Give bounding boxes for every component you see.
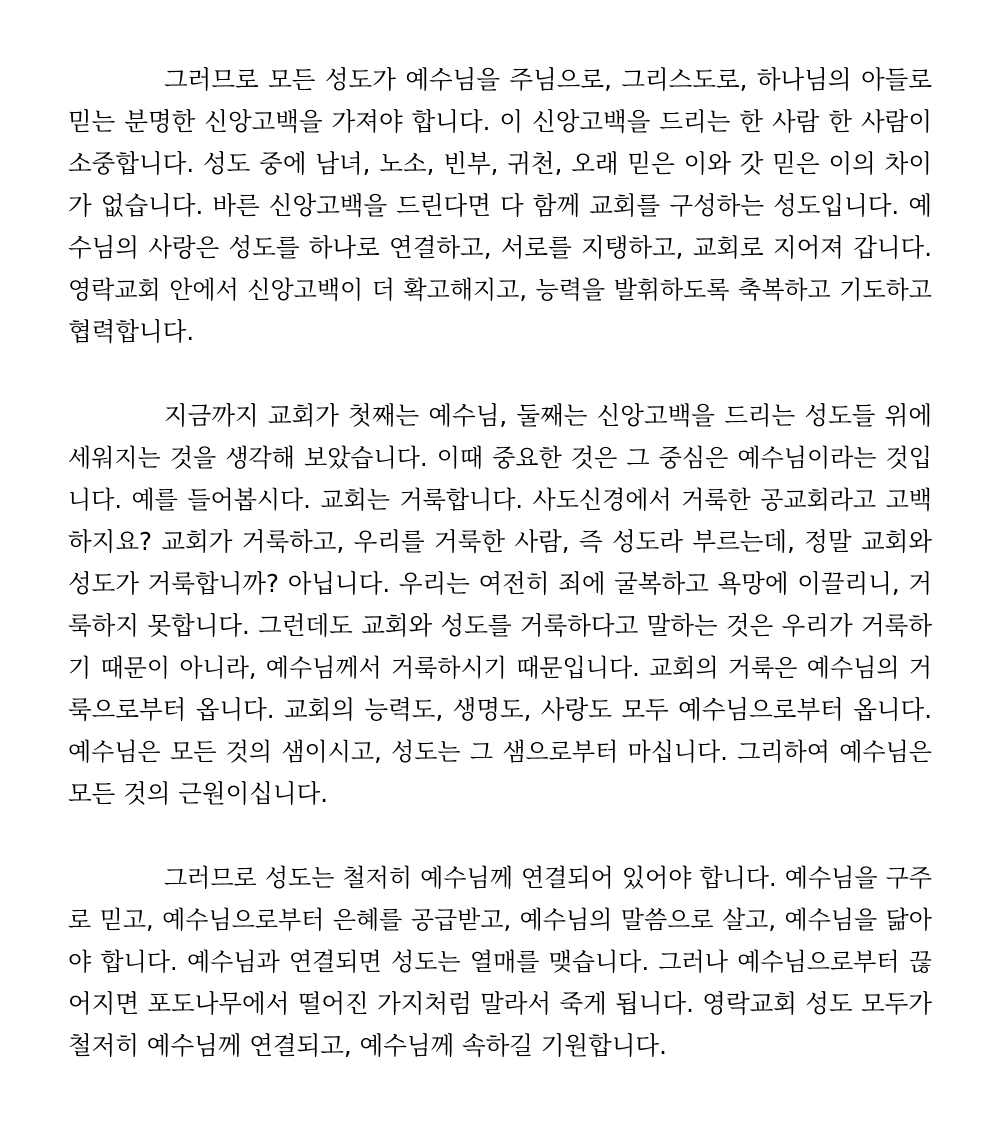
text-line: 로 믿고, 예수님으로부터 은혜를 공급받고, 예수님의 말씀으로 살고, 예수님을 닮아	[68, 906, 932, 934]
text-line: 룩으로부터 옵니다. 교회의 능력도, 생명도, 사랑도 모두 예수님으로부터 옵니다.	[68, 695, 932, 724]
text-line: 믿는 분명한 신앙고백을 가져야 합니다. 이 신앙고백을 드리는 한 사람 한 사람이	[68, 107, 932, 136]
text-line: 그러므로 모든 성도가 예수님을 주님으로, 그리스도로, 하나님의 아들로	[164, 65, 932, 94]
text-line: 가 없습니다. 바른 신앙고백을 드린다면 다 함께 교회를 구성하는 성도입니다. 예	[68, 191, 932, 220]
text-line: 예수님은 모든 것의 샘이시고, 성도는 그 샘으로부터 마십니다. 그리하여 예수님은	[68, 738, 932, 766]
text-line: 그러므로 성도는 철저히 예수님께 연결되어 있어야 합니다. 예수님을 구주	[164, 864, 932, 892]
text-line: 성도가 거룩합니까? 아닙니다. 우리는 여전히 죄에 굴복하고 욕망에 이끌리니, 거	[68, 569, 932, 598]
text-line: 지금까지 교회가 첫째는 예수님, 둘째는 신앙고백을 드리는 성도들 위에	[164, 401, 932, 430]
text-line: 소중합니다. 성도 중에 남녀, 노소, 빈부, 귀천, 오래 믿은 이와 갓 믿은 이의 차이	[68, 149, 932, 178]
text-line: 수님의 사랑은 성도를 하나로 연결하고, 서로를 지탱하고, 교회로 지어져 갑니다.	[68, 233, 932, 262]
text-line: 룩하지 못합니다. 그런데도 교회와 성도를 거룩하다고 말하는 것은 우리가 거룩하	[68, 611, 932, 640]
text-line: 영락교회 안에서 신앙고백이 더 확고해지고, 능력을 발휘하도록 축복하고 기도하고	[68, 276, 932, 304]
text-line: 협력합니다.	[68, 317, 195, 346]
paragraph-confession	[68, 59, 932, 353]
paragraph-holiness	[68, 395, 932, 815]
text-line: 니다. 예를 들어봅시다. 교회는 거룩합니다. 사도신경에서 거룩한 공교회라고 고백	[68, 486, 932, 514]
text-line: 철저히 예수님께 연결되고, 예수님께 속하길 기원합니다.	[68, 1031, 667, 1060]
text-line: 야 합니다. 예수님과 연결되면 성도는 열매를 맺습니다. 그러나 예수님으로부터 끊	[68, 948, 932, 976]
text-line: 세워지는 것을 생각해 보았습니다. 이때 중요한 것은 그 중심은 예수님이라는 것입	[68, 444, 932, 472]
text-line: 모든 것의 근원이십니다.	[68, 779, 329, 808]
text-line: 어지면 포도나무에서 떨어진 가지처럼 말라서 죽게 됩니다. 영락교회 성도 모두가	[68, 989, 932, 1018]
text-line: 기 때문이 아니라, 예수님께서 거룩하시기 때문입니다. 교회의 거룩은 예수님의 거	[68, 654, 932, 682]
paragraph-connection	[68, 857, 932, 1067]
text-line: 하지요? 교회가 거룩하고, 우리를 거룩한 사람, 즉 성도라 부르는데, 정말 교회와	[68, 527, 932, 556]
